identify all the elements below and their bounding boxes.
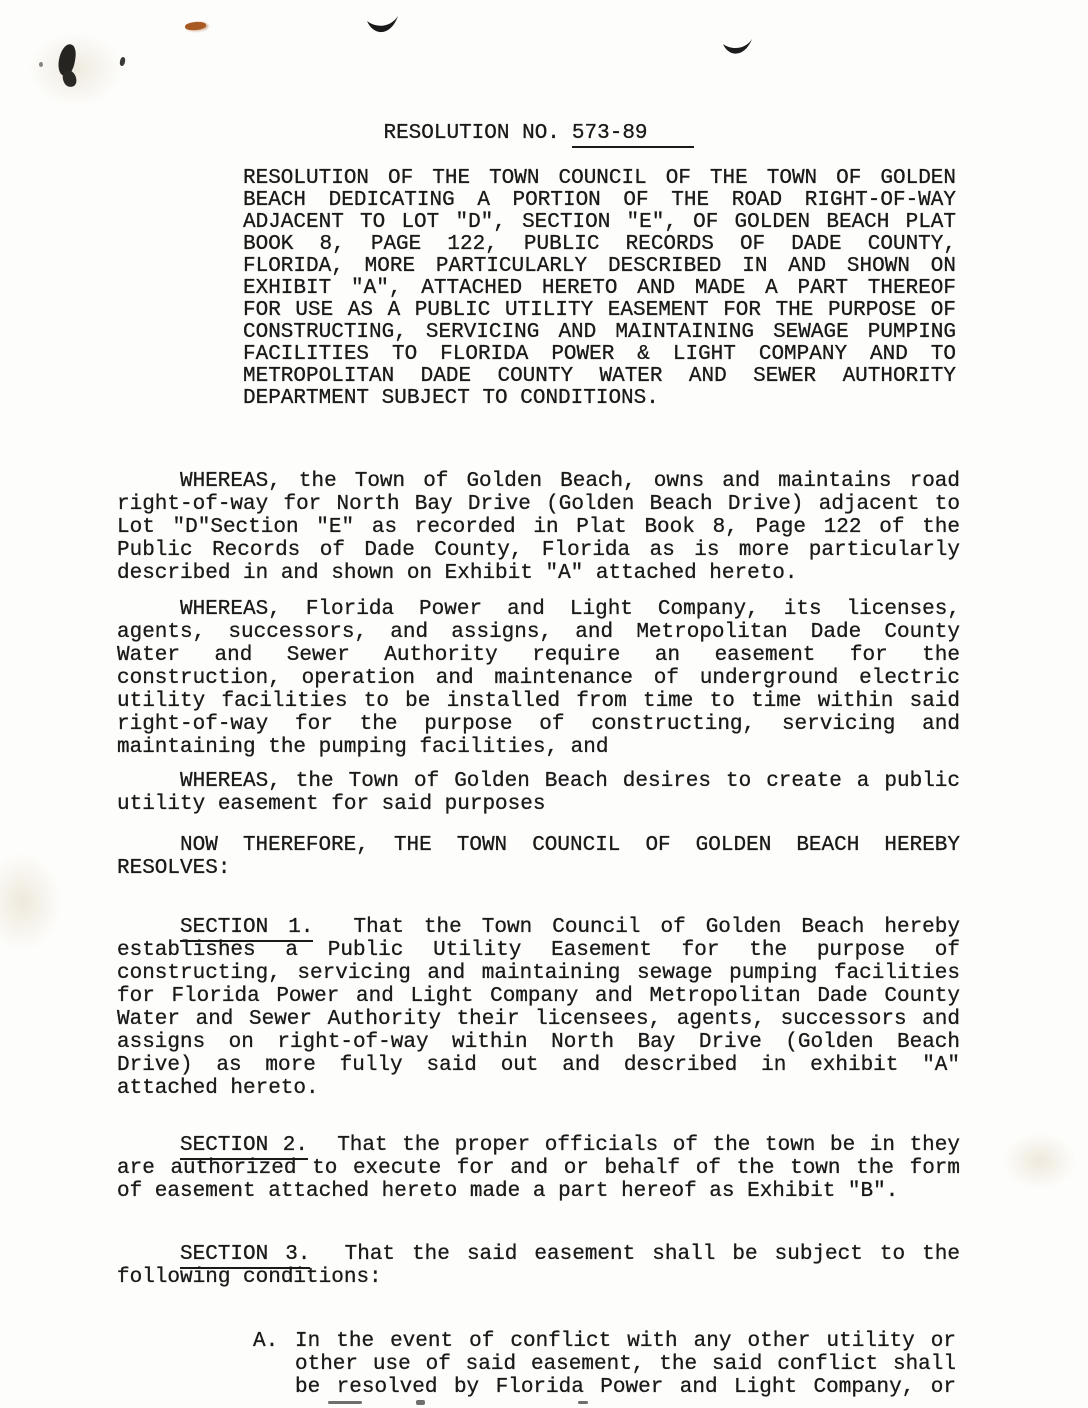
ink-dot-artifact [39, 62, 43, 67]
text-line: NOW THEREFORE, THE TOWN COUNCIL OF GOLDEN BEACH HEREBY [180, 834, 960, 857]
crescent-mark-artifact [721, 37, 753, 59]
title-label: RESOLUTION NO. [383, 122, 560, 145]
text-line: of easement attached hereto made a part hereof as Exhibit "B". [117, 1180, 899, 1203]
text-line: DEPARTMENT SUBJECT TO CONDITIONS. [243, 387, 659, 410]
text-line: are authorized to execute for and or behalf of the town the form [117, 1157, 960, 1180]
now-therefore-clause [117, 834, 960, 880]
whereas-clause-1 [117, 470, 960, 585]
text-line: following conditions: [117, 1266, 382, 1289]
text-line: agents, successors, and assigns, and Metropolitan Dade County [117, 621, 960, 644]
rust-mark-artifact [185, 21, 207, 31]
text-line: right-of-way for North Bay Drive (Golden Beach Drive) adjacent to [117, 493, 960, 516]
text-line: WHEREAS, the Town of Golden Beach desires to create a public [180, 770, 960, 793]
crescent-mark-artifact [365, 13, 399, 38]
cutoff-text-fragment [416, 1400, 425, 1405]
text-line: FACILITIES TO FLORIDA POWER & LIGHT COMPANY AND TO [243, 343, 956, 366]
text-line: SECTION 1. That the Town Council of Golden Beach hereby [117, 916, 960, 939]
text-line: EXHIBIT "A", ATTACHED HERETO AND MADE A PART THEREOF [243, 277, 956, 300]
section-1 [117, 916, 960, 1100]
condition-a-text [295, 1330, 956, 1399]
text-line: establishes a Public Utility Easement for the purpose of [117, 939, 960, 962]
text-line: SECTION 3. That the said easement shall be subject to the [117, 1243, 960, 1266]
edge-smudge-artifact [1002, 1132, 1077, 1190]
text-line: described in and shown on Exhibit "A" attached hereto. [117, 562, 798, 585]
text-line: In the event of conflict with any other utility or [295, 1330, 956, 1353]
document-title [117, 122, 960, 145]
text-line: maintaining the pumping facilities, and [117, 736, 609, 759]
text-line: RESOLVES: [117, 857, 231, 880]
text-line: SECTION 2. That the proper officials of the town be in they [117, 1134, 960, 1157]
text-line: Lot "D"Section "E" as recorded in Plat Book 8, Page 122 of the [117, 516, 960, 539]
text-line: other use of said easement, the said conflict shall [295, 1353, 956, 1376]
text-line: WHEREAS, Florida Power and Light Company, its licenses, [180, 598, 960, 621]
text-line: assigns on right-of-way within North Bay Drive (Golden Beach [117, 1031, 960, 1054]
text-line: BOOK 8, PAGE 122, PUBLIC RECORDS OF DADE COUNTY, [243, 233, 956, 256]
text-line: FOR USE AS A PUBLIC UTILITY EASEMENT FOR THE PURPOSE OF [243, 299, 956, 322]
text-line: RESOLUTION OF THE TOWN COUNCIL OF THE TOWN OF GOLDEN [243, 167, 956, 190]
text-line: be resolved by Florida Power and Light Company, or [295, 1376, 956, 1399]
section-2 [117, 1134, 960, 1203]
whereas-clause-3 [117, 770, 960, 816]
ink-dot-artifact [119, 57, 126, 67]
cutoff-text-fragment [328, 1401, 362, 1404]
text-line: for Florida Power and Light Company and Metropolitan Dade County [117, 985, 960, 1008]
text-line: Water and Sewer Authority their licensees, agents, successors and [117, 1008, 960, 1031]
resolution-number: 573-89 [572, 122, 694, 148]
cutoff-text-fragment [578, 1401, 588, 1404]
text-line: constructing, servicing and maintaining sewage pumping facilities [117, 962, 960, 985]
text-line: WHEREAS, the Town of Golden Beach, owns and maintains road [180, 470, 960, 493]
edge-smudge-artifact [0, 852, 62, 952]
section-3 [117, 1243, 960, 1289]
text-line: BEACH DEDICATING A PORTION OF THE ROAD RIGHT-OF-WAY [243, 189, 956, 212]
text-line: construction, operation and maintenance of underground electric [117, 667, 960, 690]
text-line: FLORIDA, MORE PARTICULARLY DESCRIBED IN AND SHOWN ON [243, 255, 956, 278]
whereas-clause-2 [117, 598, 960, 759]
text-line: utility easement for said purposes [117, 793, 546, 816]
text-line: utility facilities to be installed from time to time within said [117, 690, 960, 713]
text-line: Public Records of Dade County, Florida as is more particularly [117, 539, 960, 562]
text-line: right-of-way for the purpose of constructing, servicing and [117, 713, 960, 736]
text-line: METROPOLITAN DADE COUNTY WATER AND SEWER AUTHORITY [243, 365, 956, 388]
text-line: Water and Sewer Authority require an easement for the [117, 644, 960, 667]
text-line: attached hereto. [117, 1077, 319, 1100]
text-line: Drive) as more fully said out and described in exhibit "A" [117, 1054, 960, 1077]
text-line: ADJACENT TO LOT "D", SECTION "E", OF GOLDEN BEACH PLAT [243, 211, 956, 234]
text-line: CONSTRUCTING, SERVICING AND MAINTAINING SEWAGE PUMPING [243, 321, 956, 344]
scan-smudge-halo [28, 32, 123, 107]
condition-a-marker: A. [253, 1330, 279, 1353]
resolution-preamble [243, 168, 956, 410]
